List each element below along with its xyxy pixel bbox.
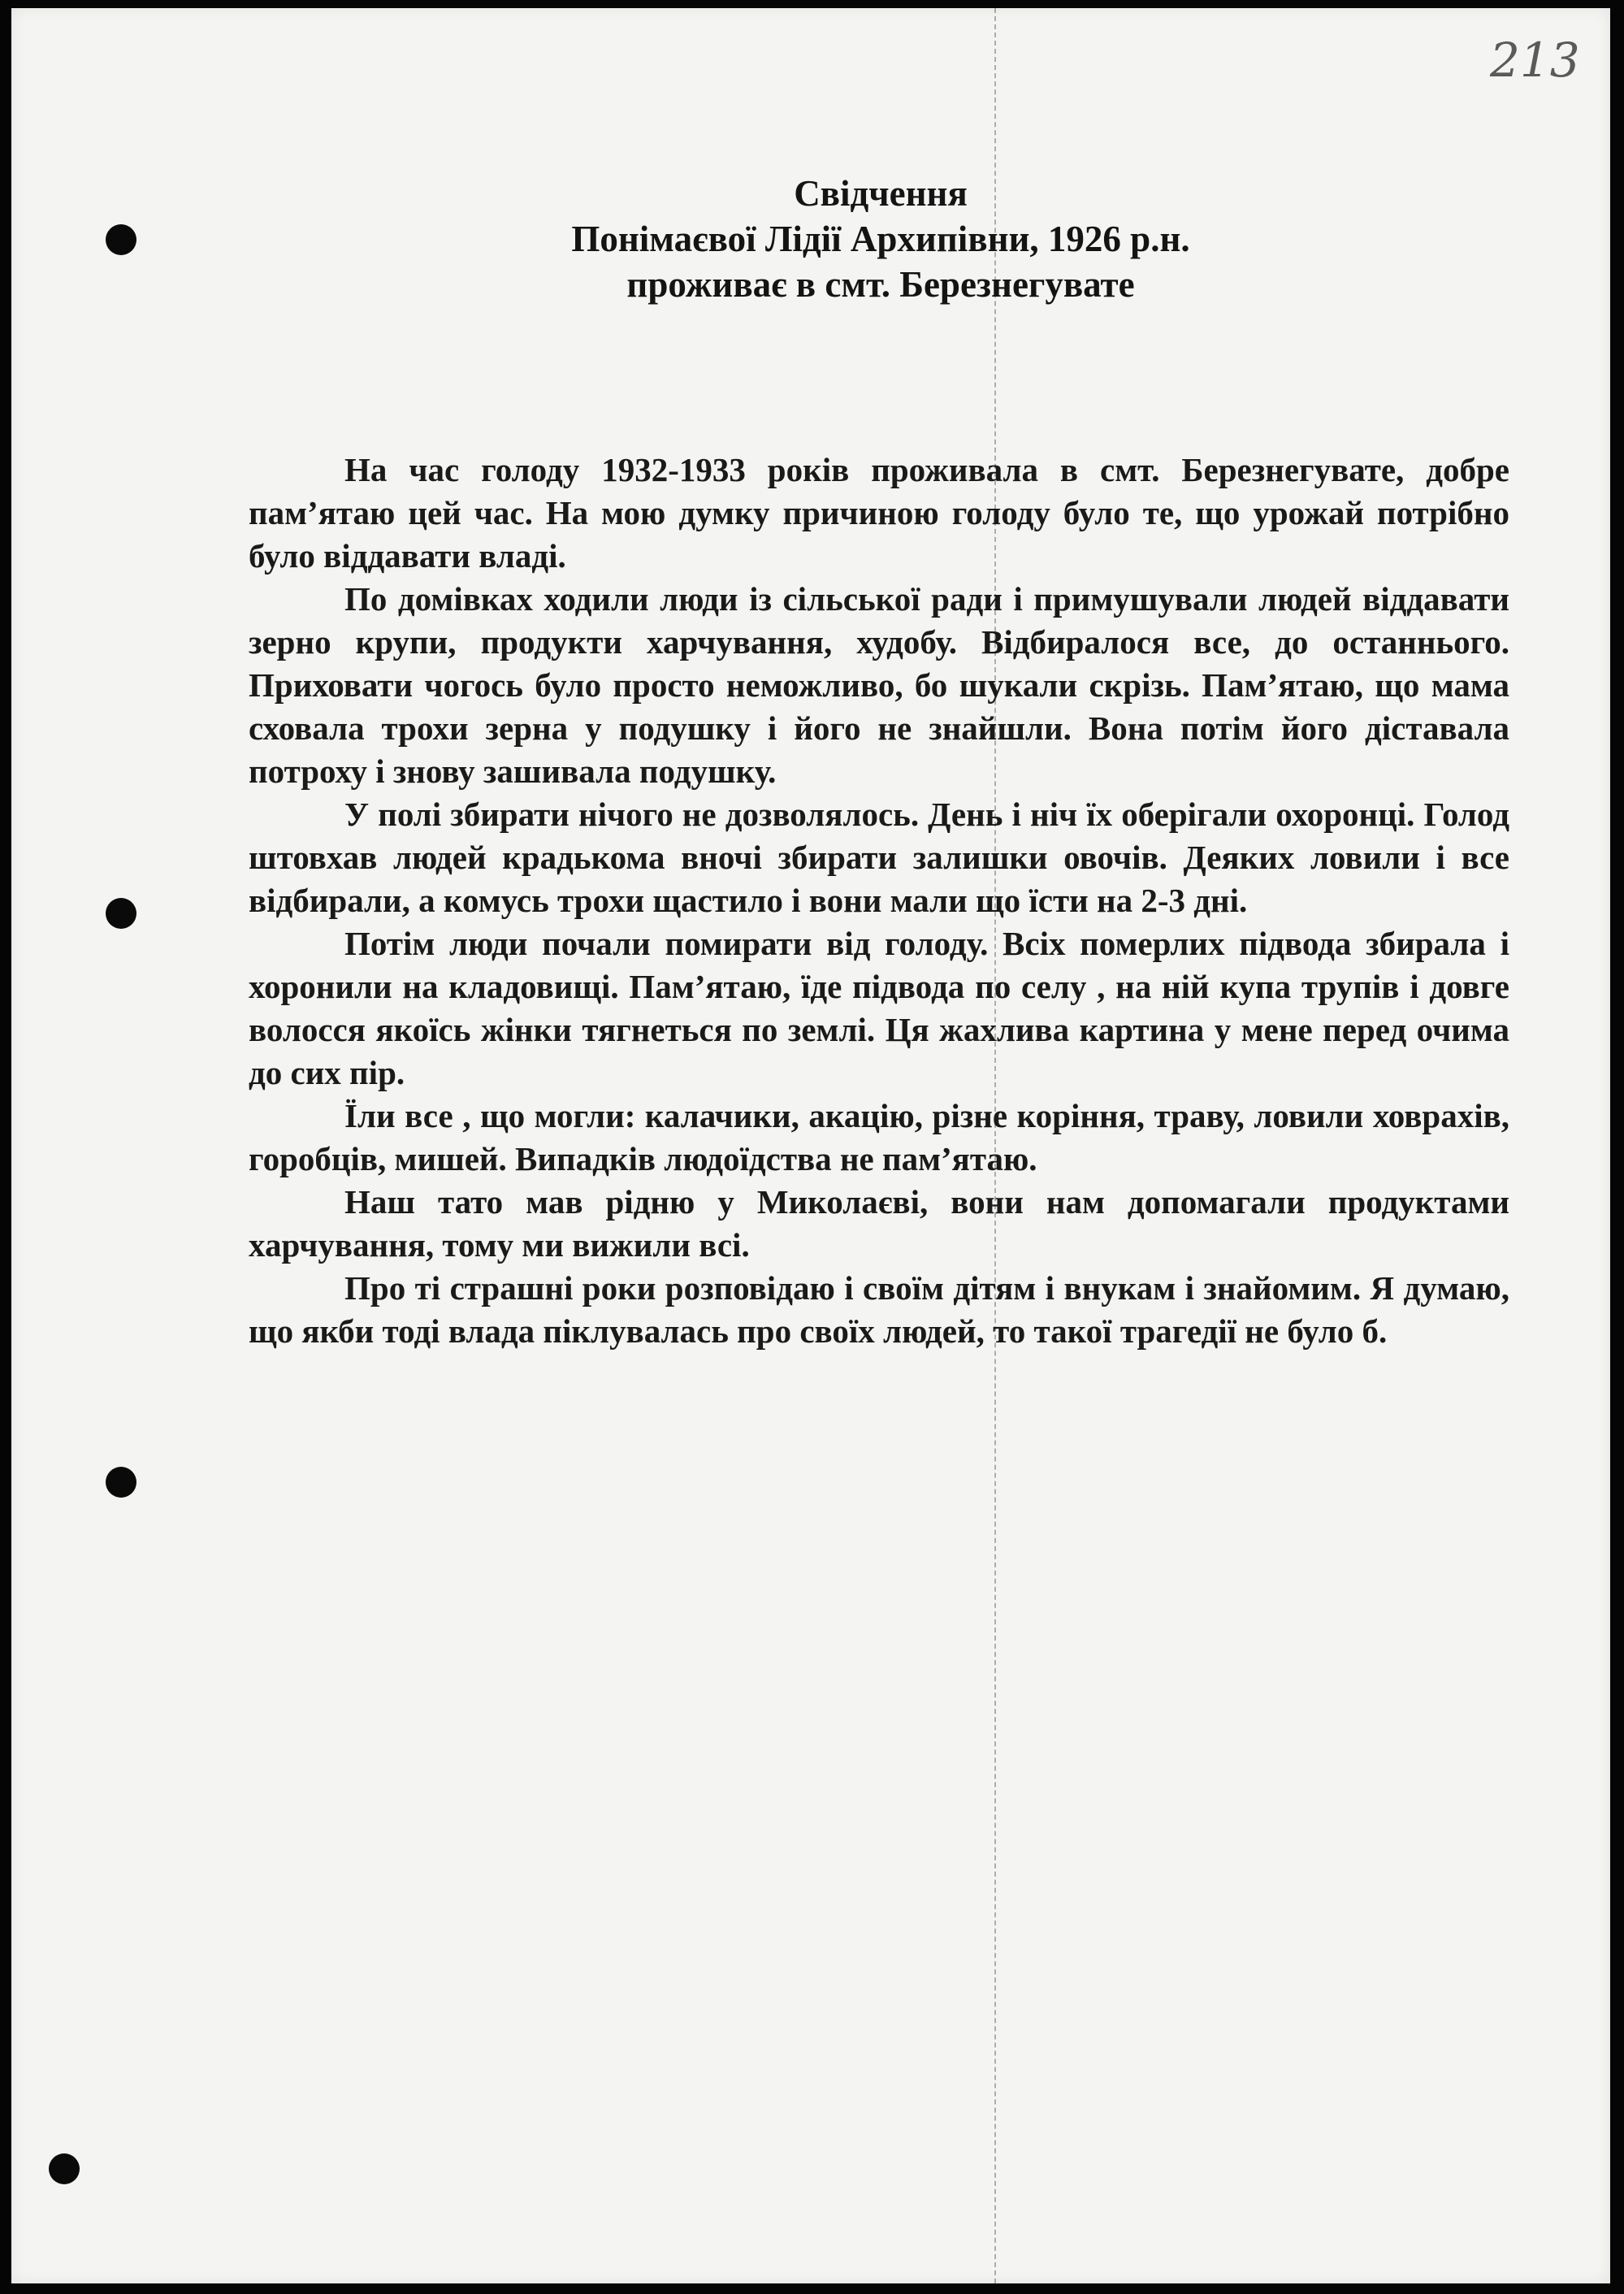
paragraph: По домівках ходили люди із сільської ради і примушували людей віддавати зерно крупи, продукти харчування, худобу. Відбиралося все, до останнього. Приховати чогось було просто неможливо, бо шукали скрізь. Пам’ятаю, що мама сховала трохи зерна у подушку і його не знайшли. Вона потім його діставала потроху і знову зашивала подушку. (249, 580, 1509, 790)
paragraph: Їли все , що могли: калачики, акацію, різне коріння, траву, ловили ховрахів, горобців, мишей. Випадків людоїдства не пам’ятаю. (249, 1097, 1509, 1177)
paragraph: Про ті страшні роки розповідаю і своїм дітям і внукам і знайомим. Я думаю, що якби тоді влада піклувалась про своїх людей, то такої трагедії не було б. (249, 1269, 1509, 1350)
punch-hole (49, 2153, 80, 2184)
document-heading (174, 171, 1587, 307)
paragraph: Потім люди почали помирати від голоду. Всіх померлих підвода збирала і хоронили на кладовищі. Пам’ятаю, їде підвода по селу , на ній купа трупів і довге волосся якоїсь жінки тягнеться по землі. Ця жахлива картина у мене перед очима до сих пір. (249, 925, 1509, 1091)
paragraph: У полі збирати нічого не дозволялось. День і ніч їх оберігали охоронці. Голод штовхав людей крадькома вночі збирати залишки овочів. Деяких ловили і все відбирали, а комусь трохи щастило і вони мали що їсти на 2-3 дні. (249, 796, 1509, 919)
punch-hole (106, 898, 136, 929)
witness-name: Понімаєвої Лідії Архипівни, 1926 р.н. (571, 219, 1190, 259)
witness-residence: проживає в смт. Березнегувате (626, 264, 1135, 305)
document-title: Свідчення (794, 173, 968, 214)
paragraph: Наш тато мав рідню у Миколаєві, вони нам допомагали продуктами харчування, тому ми вижили всі. (249, 1183, 1509, 1264)
paragraph: На час голоду 1932-1933 років проживала в смт. Березнегувате, добре пам’ятаю цей час. На мою думку причиною голоду було те, що урожай потрібно було віддавати владі. (249, 451, 1509, 575)
testimony-body (249, 449, 1509, 1353)
page-number: 213 (1490, 33, 1580, 88)
punch-hole (106, 224, 136, 255)
punch-hole (106, 1467, 136, 1498)
document-page (11, 8, 1610, 2283)
